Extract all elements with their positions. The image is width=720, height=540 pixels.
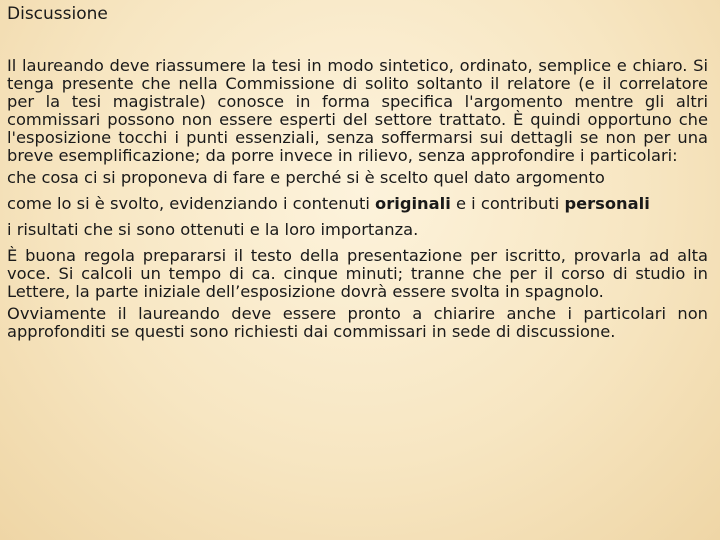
paragraph-method [7,191,708,217]
paragraph-results: i risultati che si sono ottenuti e la loro importanza. [7,220,419,239]
paragraph-intro: Il laureando deve riassumere la tesi in modo sintetico, ordinato, semplice e chiaro. Si tenga presente che nella Commissione di solito soltanto il relatore (e il correlatore per la tesi magistrale) conosce in forma specifica l'argomento mentre gli altri commissari possono non essere esperti del settore trattato. È quindi opportuno che l'esposizione tocchi i punti essenziali, senza soffermarsi sui dettagli se non per una breve esemplificazione; da porre invece in rilievo, senza approfondire i particolari: [7,56,708,165]
slide-body [7,57,708,341]
method-bold-originali: originali [375,194,451,213]
paragraph-preparation: È buona regola prepararsi il testo della presentazione per iscritto, provarla ad alta voce. Si calcoli un tempo di ca. cinque minuti; tranne che per il corso di studio in Lettere, la parte iniziale dell’esposizione dovrà essere svolta in spagnolo. [7,246,708,301]
method-bold-personali: personali [564,194,650,213]
method-text-2: e i contributi [450,194,565,213]
method-text-1: come lo si è svolto, evidenziando i contenuti [7,194,376,213]
slide-title: Discussione [7,4,108,24]
paragraph-purpose: che cosa ci si proponeva di fare e perché si è scelto quel dato argomento [7,168,605,187]
paragraph-clarify: Ovviamente il laureando deve essere pronto a chiarire anche i particolari non approfonditi se questi sono richiesti dai commissari in sede di discussione. [7,304,708,341]
